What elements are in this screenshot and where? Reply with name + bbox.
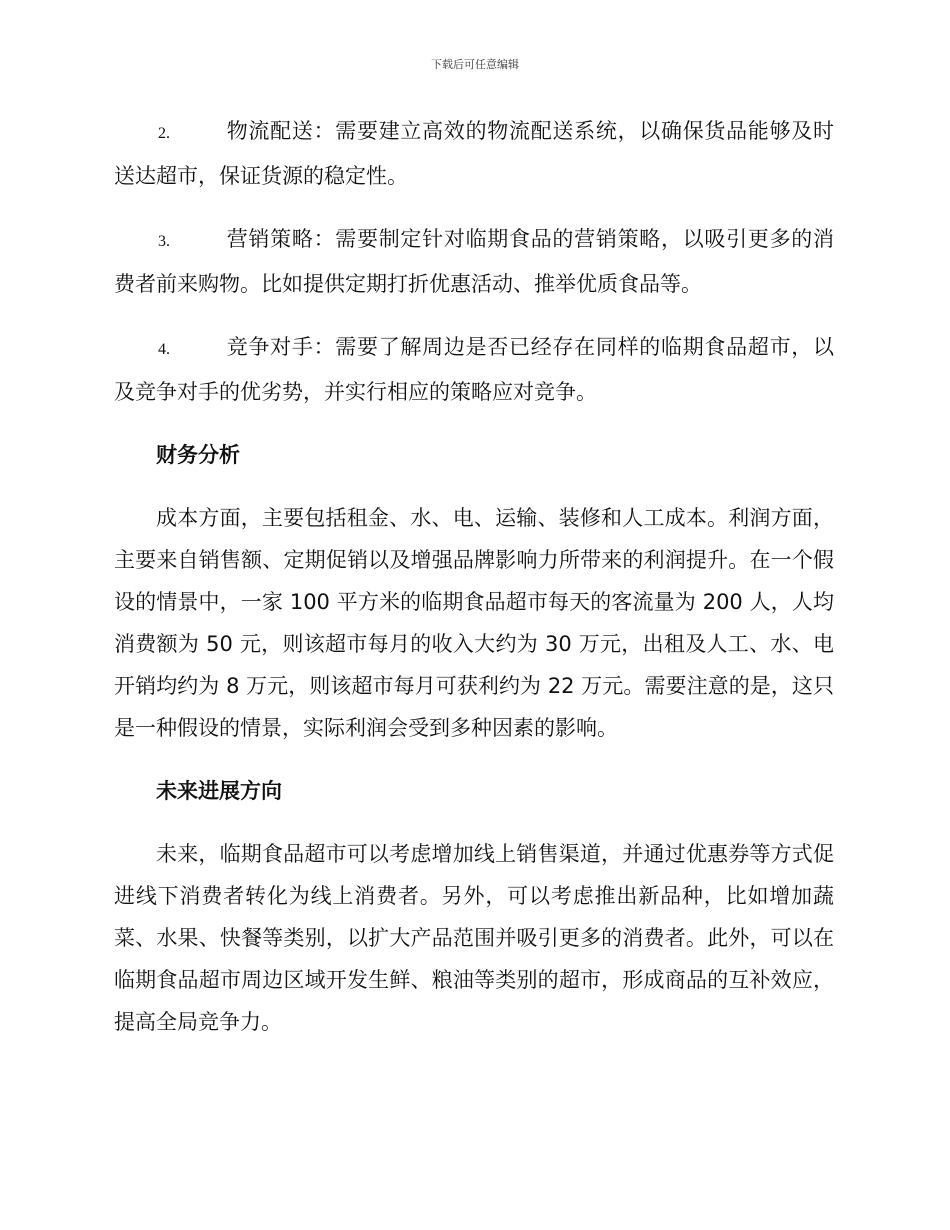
finance-paragraph: 成本方面，主要包括租金、水、电、运输、装修和人工成本。利润方面，主要来自销售额、定期促销以及增强品牌影响力所带来的利润提升。在一个假设的情景中，一家 100 平方米的临期食品超市每天的客流量为 200 人，人均消费额为 50 元，则该超市每月的收入大约为 30 万元，出租及人工、水、电开销均约为 8 万元，则该超市每月可获利约为 22 万元。需要注意的是，这只是一种假设的情景，实际利润会受到多种因素的影响。 <box>114 506 834 740</box>
list-item-text: 竞争对手：需要了解周边是否已经存在同样的临期食品超市，以及竞争对手的优劣势，并实行相应的策略应对竞争。 <box>114 335 834 404</box>
list-item <box>114 110 834 197</box>
list-item <box>114 326 834 413</box>
header-note: 下载后可任意编辑 <box>431 58 519 71</box>
list-item-text: 营销策略：需要制定针对临期食品的营销策略，以吸引更多的消费者前来购物。比如提供定期打折优惠活动、推举优质食品等。 <box>114 227 834 296</box>
list-item-number: 2. <box>158 125 170 142</box>
document-content <box>114 110 834 1064</box>
section-title-finance: 财务分析 <box>156 443 240 467</box>
future-paragraph: 未来，临期食品超市可以考虑增加线上销售渠道，并通过优惠券等方式促进线下消费者转化为线上消费者。另外，可以考虑推出新品种，比如增加蔬菜、水果、快餐等类别，以扩大产品范围并吸引更多的消费者。此外，可以在临期食品超市周边区域开发生鲜、粮油等类别的超市，形成商品的互补效应，提高全局竞争力。 <box>114 842 834 1034</box>
section-title-future: 未来进展方向 <box>156 779 282 803</box>
list-item <box>114 218 834 305</box>
list-item-number: 3. <box>158 233 170 250</box>
list-item-text: 物流配送：需要建立高效的物流配送系统，以确保货品能够及时送达超市，保证货源的稳定性。 <box>114 119 834 188</box>
list-item-number: 4. <box>158 341 170 358</box>
